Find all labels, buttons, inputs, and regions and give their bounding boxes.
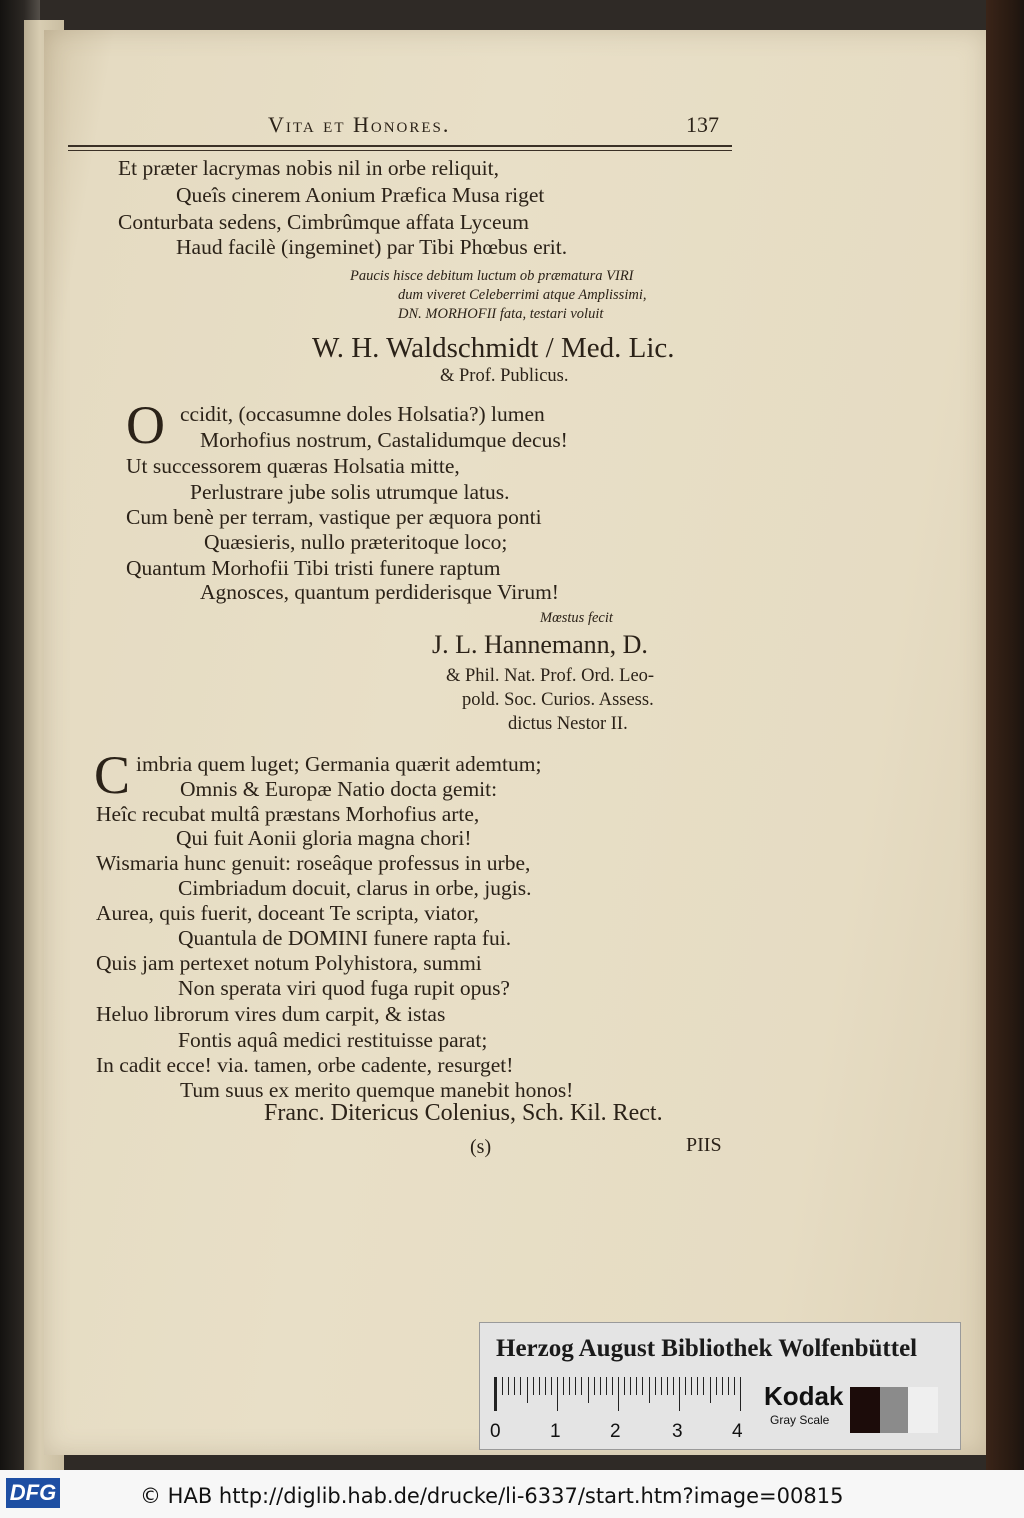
- ruler-tick: [563, 1377, 564, 1395]
- swatch-black: [850, 1387, 880, 1433]
- ruler-tick: [691, 1377, 692, 1395]
- signature-hannemann-line: pold. Soc. Curios. Assess.: [462, 690, 654, 710]
- dedication-line: DN. MORHOFII fata, testari voluit: [398, 306, 604, 322]
- poem3-line: Aurea, quis fuerit, doceant Te scripta, viator,: [96, 901, 479, 925]
- ruler-tick: [618, 1377, 619, 1411]
- poem2-line: ccidit, (occasumne doles Holsatia?) lumen: [180, 402, 545, 426]
- signature-waldschmidt-role: & Prof. Publicus.: [440, 366, 569, 386]
- signature-hannemann-line: dictus Nestor II.: [508, 714, 628, 734]
- poem2-line: Cum benè per terram, vastique per æquora ponti: [126, 505, 542, 529]
- ruler-tick: [673, 1377, 674, 1395]
- copyright-link[interactable]: © HAB http://diglib.hab.de/drucke/li-6337/start.htm?image=00815: [140, 1484, 844, 1508]
- ruler-tick: [697, 1377, 698, 1395]
- signature-note: Mœstus fecit: [540, 610, 613, 626]
- poem2-line: Agnosces, quantum perdiderisque Virum!: [200, 580, 559, 604]
- ruler-label: 0: [490, 1421, 501, 1442]
- swatch-white: [908, 1387, 938, 1433]
- ruler-tick: [612, 1377, 613, 1395]
- ruler-tick: [502, 1377, 503, 1395]
- ruler-tick: [710, 1377, 711, 1403]
- poem2-line: Quantum Morhofii Tibi tristi funere raptum: [126, 556, 501, 580]
- ruler-label: 2: [610, 1421, 621, 1442]
- ruler-tick: [679, 1377, 680, 1411]
- poem3-line: Omnis & Europæ Natio docta gemit:: [180, 777, 498, 801]
- ruler-tick: [636, 1377, 637, 1395]
- header-rule-thin: [68, 150, 732, 151]
- ruler-tick: [575, 1377, 576, 1395]
- ruler-label: 3: [672, 1421, 683, 1442]
- ruler-tick: [703, 1377, 704, 1395]
- ruler-tick: [551, 1377, 552, 1395]
- ruler-tick: [496, 1377, 497, 1411]
- signature-hannemann: J. L. Hannemann, D.: [432, 630, 648, 659]
- ruler-tick: [624, 1377, 625, 1395]
- ruler-tick: [722, 1377, 723, 1395]
- poem3-line: Wismaria hunc genuit: roseâque professus in urbe,: [96, 851, 531, 875]
- poem3-line: Heîc recubat multâ præstans Morhofius arte,: [96, 802, 480, 826]
- ruler-tick: [545, 1377, 546, 1395]
- ruler-tick: [581, 1377, 582, 1395]
- poem1-line: Haud facilè (ingeminet) par Tibi Phœbus erit.: [176, 235, 568, 259]
- ruler-tick: [728, 1377, 729, 1395]
- poem1-line: Conturbata sedens, Cimbrûmque affata Lyceum: [118, 210, 529, 234]
- ruler-tick: [630, 1377, 631, 1395]
- poem2-line: Ut successorem quæras Holsatia mitte,: [126, 454, 460, 478]
- poem3-line: Quis jam pertexet notum Polyhistora, summi: [96, 951, 482, 975]
- signature-hannemann-line: & Phil. Nat. Prof. Ord. Leo-: [446, 666, 655, 686]
- swatch-gray: [880, 1387, 908, 1433]
- scanner-edge-right: [986, 0, 1024, 1470]
- poem3-line: Quantula de DOMINI funere rapta fui.: [178, 926, 512, 950]
- signature-colenius: Franc. Ditericus Colenius, Sch. Kil. Rect.: [264, 1100, 663, 1126]
- dedication-line: Paucis hisce debitum luctum ob præmatura VIRI: [350, 268, 634, 284]
- ruler-tick: [588, 1377, 589, 1403]
- ruler-tick: [557, 1377, 558, 1411]
- poem2-line: Quæsieris, nullo præteritoque loco;: [204, 530, 508, 554]
- drop-cap-o: O: [126, 395, 165, 455]
- ruler-tick: [533, 1377, 534, 1395]
- poem3-line: Tum suus ex merito quemque manebit honos!: [180, 1078, 574, 1102]
- running-header-title: Vita et Honores.: [268, 112, 451, 137]
- ruler-tick: [539, 1377, 540, 1395]
- ruler-label: 1: [550, 1421, 561, 1442]
- drop-cap-c: C: [94, 745, 131, 805]
- ruler-tick: [642, 1377, 643, 1395]
- ruler-tick: [514, 1377, 515, 1395]
- ruler-tick: [649, 1377, 650, 1403]
- ruler-tick: [685, 1377, 686, 1395]
- poem3-line: Cimbriadum docuit, clarus in orbe, jugis.: [178, 876, 532, 900]
- poem3-line: Qui fuit Aonii gloria magna chori!: [176, 826, 472, 850]
- ruler-tick: [661, 1377, 662, 1395]
- signature-mark: (s): [470, 1136, 492, 1158]
- dedication-line: dum viveret Celeberrimi atque Amplissimi,: [398, 287, 647, 303]
- page-number: 137: [686, 112, 719, 137]
- ruler-tick: [734, 1377, 735, 1395]
- poem3-line: Fontis aquâ medici restituisse parat;: [178, 1028, 488, 1052]
- poem3-line: Non sperata viri quod fuga rupit opus?: [178, 976, 510, 1000]
- ruler-tick: [667, 1377, 668, 1395]
- kodak-logo: Kodak: [764, 1381, 844, 1411]
- gray-scale-label: Gray Scale: [770, 1413, 830, 1427]
- poem3-line: In cadit ecce! via. tamen, orbe cadente, resurget!: [96, 1053, 514, 1077]
- measurement-ruler: [494, 1377, 746, 1411]
- poem3-line: Heluo librorum vires dum carpit, & istas: [96, 1002, 446, 1026]
- header-rule: [68, 145, 732, 147]
- poem2-line: Perlustrare jube solis utrumque latus.: [190, 480, 510, 504]
- ruler-tick: [655, 1377, 656, 1395]
- ruler-tick: [508, 1377, 509, 1395]
- ruler-tick: [606, 1377, 607, 1395]
- ruler-label: 4: [732, 1421, 743, 1442]
- poem1-line: Queîs cinerem Aonium Præfica Musa riget: [176, 183, 545, 207]
- ruler-tick: [569, 1377, 570, 1395]
- dfg-logo: DFG: [6, 1478, 60, 1508]
- ruler-tick: [520, 1377, 521, 1395]
- poem2-line: Morhofius nostrum, Castalidumque decus!: [200, 428, 568, 452]
- catchword: PIIS: [686, 1134, 722, 1156]
- ruler-tick: [600, 1377, 601, 1395]
- poem1-line: Et præter lacrymas nobis nil in orbe reliquit,: [118, 156, 499, 180]
- ruler-tick: [740, 1377, 741, 1411]
- library-name: Herzog August Bibliothek Wolfenbüttel: [496, 1335, 918, 1362]
- ruler-tick: [594, 1377, 595, 1395]
- signature-waldschmidt: W. H. Waldschmidt / Med. Lic.: [312, 332, 675, 364]
- ruler-tick: [527, 1377, 528, 1403]
- ruler-tick: [716, 1377, 717, 1395]
- kodak-gray-scale-card: [479, 1322, 961, 1450]
- poem3-line: imbria quem luget; Germania quærit ademtum;: [136, 752, 542, 776]
